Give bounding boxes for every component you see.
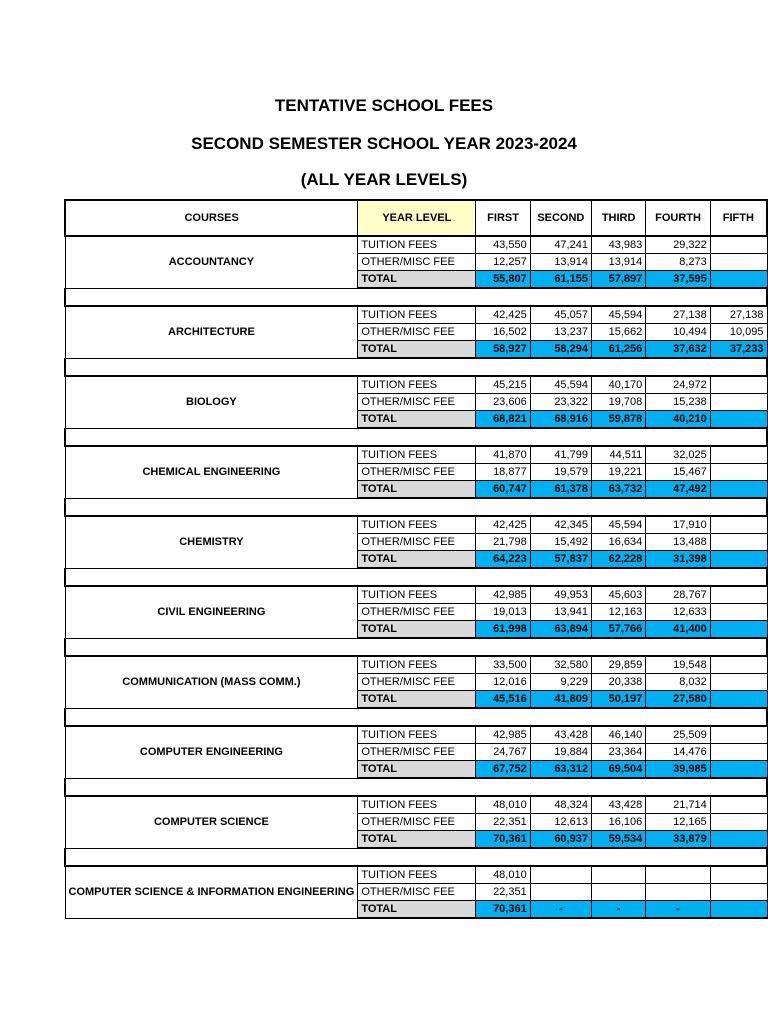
fee-cell — [710, 516, 767, 534]
spacer-cell — [65, 778, 767, 796]
row-label-tuition: TUITION FEES — [358, 446, 476, 464]
course-name: CHEMISTRY — [65, 516, 358, 568]
fee-cell: 61,378 — [530, 481, 591, 499]
fee-row-tuition — [65, 656, 767, 674]
fee-cell: 15,238 — [646, 394, 710, 411]
fee-cell: 19,013 — [476, 604, 530, 621]
fee-cell: 8,273 — [646, 254, 710, 271]
fee-cell — [710, 674, 767, 691]
fee-cell: 48,324 — [530, 796, 591, 814]
fee-cell: 42,985 — [476, 726, 530, 744]
fee-cell: 39,985 — [646, 761, 710, 779]
course-name: COMPUTER ENGINEERING — [65, 726, 358, 778]
fee-cell: 44,511 — [591, 446, 645, 464]
fee-cell: 45,594 — [591, 516, 645, 534]
fee-cell: 28,767 — [646, 586, 710, 604]
document-title: TENTATIVE SCHOOL FEES — [274, 96, 494, 115]
fee-cell: 42,425 — [476, 306, 530, 324]
spacer-row — [65, 358, 767, 376]
row-label-tuition: TUITION FEES — [358, 376, 476, 394]
fee-cell: 23,364 — [591, 744, 645, 761]
fee-cell: 8,032 — [646, 674, 710, 691]
fee-cell — [710, 884, 767, 901]
fee-cell: 47,241 — [530, 236, 591, 254]
fee-cell — [591, 866, 645, 884]
row-label-tuition: TUITION FEES — [358, 306, 476, 324]
header-third: THIRD — [591, 200, 645, 236]
row-label-tuition: TUITION FEES — [358, 656, 476, 674]
fee-cell: 45,215 — [476, 376, 530, 394]
spacer-cell — [65, 848, 767, 866]
row-label-tuition: TUITION FEES — [358, 586, 476, 604]
fee-cell: 31,398 — [646, 551, 710, 569]
fee-cell: 22,351 — [476, 884, 530, 901]
fee-cell: 58,294 — [530, 341, 591, 359]
fee-cell: 59,878 — [591, 411, 645, 429]
fee-cell: 14,476 — [646, 744, 710, 761]
fee-row-tuition — [65, 866, 767, 884]
fee-cell: 40,210 — [646, 411, 710, 429]
fee-cell: 40,170 — [591, 376, 645, 394]
fee-cell: 37,233 — [710, 341, 767, 359]
fee-row-tuition — [65, 376, 767, 394]
fee-cell: 68,821 — [476, 411, 530, 429]
fee-cell: 15,492 — [530, 534, 591, 551]
fee-cell — [710, 551, 767, 569]
spacer-cell — [65, 568, 767, 586]
fee-cell: 69,504 — [591, 761, 645, 779]
row-label-total: TOTAL — [358, 761, 476, 779]
fee-cell: 37,595 — [646, 271, 710, 289]
fee-cell: 12,633 — [646, 604, 710, 621]
fee-cell: 41,799 — [530, 446, 591, 464]
course-name: CIVIL ENGINEERING — [65, 586, 358, 638]
row-label-total: TOTAL — [358, 621, 476, 639]
fee-cell: 45,594 — [530, 376, 591, 394]
row-label-misc: OTHER/MISC FEE — [358, 814, 476, 831]
fee-cell — [710, 656, 767, 674]
course-name: COMPUTER SCIENCE — [65, 796, 358, 848]
fee-cell: - — [530, 901, 591, 919]
fee-cell: 13,914 — [530, 254, 591, 271]
row-label-total: TOTAL — [358, 831, 476, 849]
header-second: SECOND — [530, 200, 591, 236]
fees-table — [64, 199, 768, 919]
fee-cell — [710, 621, 767, 639]
fee-row-tuition — [65, 516, 767, 534]
fee-cell: 21,714 — [646, 796, 710, 814]
fee-row-tuition — [65, 306, 767, 324]
fee-cell: 12,613 — [530, 814, 591, 831]
fee-cell — [710, 726, 767, 744]
row-label-misc: OTHER/MISC FEE — [358, 534, 476, 551]
spacer-row — [65, 428, 767, 446]
fee-cell: 22,351 — [476, 814, 530, 831]
fee-cell: - — [591, 901, 645, 919]
fee-cell: 16,502 — [476, 324, 530, 341]
fee-cell — [710, 796, 767, 814]
row-label-total: TOTAL — [358, 691, 476, 709]
fee-cell: 57,766 — [591, 621, 645, 639]
row-label-total: TOTAL — [358, 271, 476, 289]
fee-cell: 61,998 — [476, 621, 530, 639]
spacer-row — [65, 778, 767, 796]
row-label-misc: OTHER/MISC FEE — [358, 394, 476, 411]
fee-cell: 16,106 — [591, 814, 645, 831]
row-label-misc: OTHER/MISC FEE — [358, 324, 476, 341]
fee-cell: 63,312 — [530, 761, 591, 779]
spacer-cell — [65, 708, 767, 726]
fee-cell: 60,937 — [530, 831, 591, 849]
fee-cell: 45,516 — [476, 691, 530, 709]
fee-cell: 41,400 — [646, 621, 710, 639]
fee-cell: 27,138 — [646, 306, 710, 324]
fee-cell: 45,603 — [591, 586, 645, 604]
fee-cell: 19,548 — [646, 656, 710, 674]
fee-cell — [646, 866, 710, 884]
fee-cell: 70,361 — [476, 901, 530, 919]
fee-cell: 43,983 — [591, 236, 645, 254]
fee-cell: 60,747 — [476, 481, 530, 499]
fee-cell — [646, 884, 710, 901]
row-label-total: TOTAL — [358, 341, 476, 359]
fee-cell: 23,322 — [530, 394, 591, 411]
table-header-row — [65, 200, 767, 236]
fee-cell: 10,494 — [646, 324, 710, 341]
fee-cell — [710, 604, 767, 621]
fee-cell — [710, 464, 767, 481]
fee-cell: 13,941 — [530, 604, 591, 621]
spacer-row — [65, 848, 767, 866]
row-label-total: TOTAL — [358, 411, 476, 429]
fee-cell: 15,662 — [591, 324, 645, 341]
fee-cell — [710, 376, 767, 394]
row-label-tuition: TUITION FEES — [358, 726, 476, 744]
fee-cell: 45,594 — [591, 306, 645, 324]
fee-cell — [710, 254, 767, 271]
fee-cell: 55,807 — [476, 271, 530, 289]
fee-cell — [710, 534, 767, 551]
fee-cell: 46,140 — [591, 726, 645, 744]
course-name: ACCOUNTANCY — [65, 236, 358, 288]
row-label-misc: OTHER/MISC FEE — [358, 464, 476, 481]
row-label-total: TOTAL — [358, 901, 476, 919]
fee-cell: 17,910 — [646, 516, 710, 534]
spacer-row — [65, 708, 767, 726]
fee-cell — [710, 446, 767, 464]
header-fourth: FOURTH — [646, 200, 710, 236]
spacer-row — [65, 288, 767, 306]
fee-cell: 13,488 — [646, 534, 710, 551]
fee-cell: 37,632 — [646, 341, 710, 359]
fee-cell: 24,972 — [646, 376, 710, 394]
fee-row-tuition — [65, 586, 767, 604]
fee-cell: 61,256 — [591, 341, 645, 359]
fee-cell: 23,606 — [476, 394, 530, 411]
fee-cell — [710, 761, 767, 779]
fee-row-tuition — [65, 726, 767, 744]
fee-cell: 19,708 — [591, 394, 645, 411]
fee-cell: 12,257 — [476, 254, 530, 271]
fee-cell: 59,534 — [591, 831, 645, 849]
header-courses: COURSES — [65, 200, 358, 236]
fee-cell — [710, 814, 767, 831]
fee-cell: 43,428 — [530, 726, 591, 744]
fee-cell: 9,229 — [530, 674, 591, 691]
fee-cell: 20,338 — [591, 674, 645, 691]
spacer-cell — [65, 358, 767, 376]
fee-cell: 62,228 — [591, 551, 645, 569]
fee-row-tuition — [65, 446, 767, 464]
row-label-total: TOTAL — [358, 481, 476, 499]
fee-cell: 48,010 — [476, 796, 530, 814]
fee-cell: 68,916 — [530, 411, 591, 429]
fee-cell: 64,223 — [476, 551, 530, 569]
fee-cell: 63,732 — [591, 481, 645, 499]
row-label-misc: OTHER/MISC FEE — [358, 604, 476, 621]
fee-cell — [710, 831, 767, 849]
fee-cell: 10,095 — [710, 324, 767, 341]
fee-cell — [710, 236, 767, 254]
row-label-tuition: TUITION FEES — [358, 516, 476, 534]
fee-cell: 58,927 — [476, 341, 530, 359]
fee-cell: 33,500 — [476, 656, 530, 674]
row-label-tuition: TUITION FEES — [358, 236, 476, 254]
fee-cell: 24,767 — [476, 744, 530, 761]
fee-cell — [530, 866, 591, 884]
fee-cell — [710, 901, 767, 919]
spacer-cell — [65, 288, 767, 306]
row-label-total: TOTAL — [358, 551, 476, 569]
fee-cell: 45,057 — [530, 306, 591, 324]
header-fifth: FIFTH — [710, 200, 767, 236]
fee-cell: 32,025 — [646, 446, 710, 464]
fee-cell: 12,165 — [646, 814, 710, 831]
year-levels-subtitle: (ALL YEAR LEVELS) — [300, 170, 468, 189]
fee-cell: 12,016 — [476, 674, 530, 691]
fee-cell: 18,877 — [476, 464, 530, 481]
fee-cell — [710, 866, 767, 884]
fee-cell: 21,798 — [476, 534, 530, 551]
spacer-cell — [65, 638, 767, 656]
fee-cell: 57,897 — [591, 271, 645, 289]
fee-cell — [710, 271, 767, 289]
fee-cell: 13,914 — [591, 254, 645, 271]
fee-cell — [710, 586, 767, 604]
spacer-row — [65, 568, 767, 586]
course-name: COMPUTER SCIENCE & INFORMATION ENGINEERING — [65, 866, 358, 918]
fee-cell: 43,428 — [591, 796, 645, 814]
fee-cell: 43,550 — [476, 236, 530, 254]
fee-cell: 42,345 — [530, 516, 591, 534]
spacer-cell — [65, 498, 767, 516]
header-year-level: YEAR LEVEL — [358, 200, 476, 236]
fee-cell: 49,953 — [530, 586, 591, 604]
fee-cell: 25,509 — [646, 726, 710, 744]
row-label-misc: OTHER/MISC FEE — [358, 744, 476, 761]
fee-cell: 19,884 — [530, 744, 591, 761]
fee-cell: 47,492 — [646, 481, 710, 499]
fee-cell — [710, 411, 767, 429]
fee-cell: 12,163 — [591, 604, 645, 621]
fee-cell: 67,752 — [476, 761, 530, 779]
spacer-cell — [65, 428, 767, 446]
row-label-misc: OTHER/MISC FEE — [358, 254, 476, 271]
course-name: CHEMICAL ENGINEERING — [65, 446, 358, 498]
fee-cell — [710, 481, 767, 499]
fee-cell: 70,361 — [476, 831, 530, 849]
fee-cell: - — [646, 901, 710, 919]
fee-cell: 41,809 — [530, 691, 591, 709]
fee-cell — [710, 744, 767, 761]
header-first: FIRST — [476, 200, 530, 236]
spacer-row — [65, 498, 767, 516]
fee-cell: 33,879 — [646, 831, 710, 849]
fee-cell — [710, 691, 767, 709]
fee-cell: 19,221 — [591, 464, 645, 481]
fee-cell: 48,010 — [476, 866, 530, 884]
course-name: COMMUNICATION (MASS COMM.) — [65, 656, 358, 708]
spacer-row — [65, 638, 767, 656]
fees-table-body — [65, 236, 767, 918]
fee-cell: 42,985 — [476, 586, 530, 604]
fee-cell: 29,322 — [646, 236, 710, 254]
fee-cell: 63,894 — [530, 621, 591, 639]
fee-cell: 32,580 — [530, 656, 591, 674]
fee-cell — [710, 394, 767, 411]
row-label-misc: OTHER/MISC FEE — [358, 674, 476, 691]
fee-cell: 16,634 — [591, 534, 645, 551]
fee-row-tuition — [65, 236, 767, 254]
fee-cell: 19,579 — [530, 464, 591, 481]
fee-cell: 15,467 — [646, 464, 710, 481]
fee-cell: 57,837 — [530, 551, 591, 569]
fee-cell: 27,138 — [710, 306, 767, 324]
fee-cell — [530, 884, 591, 901]
fee-cell: 61,155 — [530, 271, 591, 289]
row-label-misc: OTHER/MISC FEE — [358, 884, 476, 901]
fee-cell: 13,237 — [530, 324, 591, 341]
fee-cell: 41,870 — [476, 446, 530, 464]
fee-cell: 50,197 — [591, 691, 645, 709]
fee-row-tuition — [65, 796, 767, 814]
semester-subtitle: SECOND SEMESTER SCHOOL YEAR 2023-2024 — [191, 134, 577, 153]
fee-cell — [591, 884, 645, 901]
row-label-tuition: TUITION FEES — [358, 866, 476, 884]
fee-cell: 27,580 — [646, 691, 710, 709]
fee-cell: 29,859 — [591, 656, 645, 674]
course-name: BIOLOGY — [65, 376, 358, 428]
row-label-tuition: TUITION FEES — [358, 796, 476, 814]
course-name: ARCHITECTURE — [65, 306, 358, 358]
fee-cell: 42,425 — [476, 516, 530, 534]
